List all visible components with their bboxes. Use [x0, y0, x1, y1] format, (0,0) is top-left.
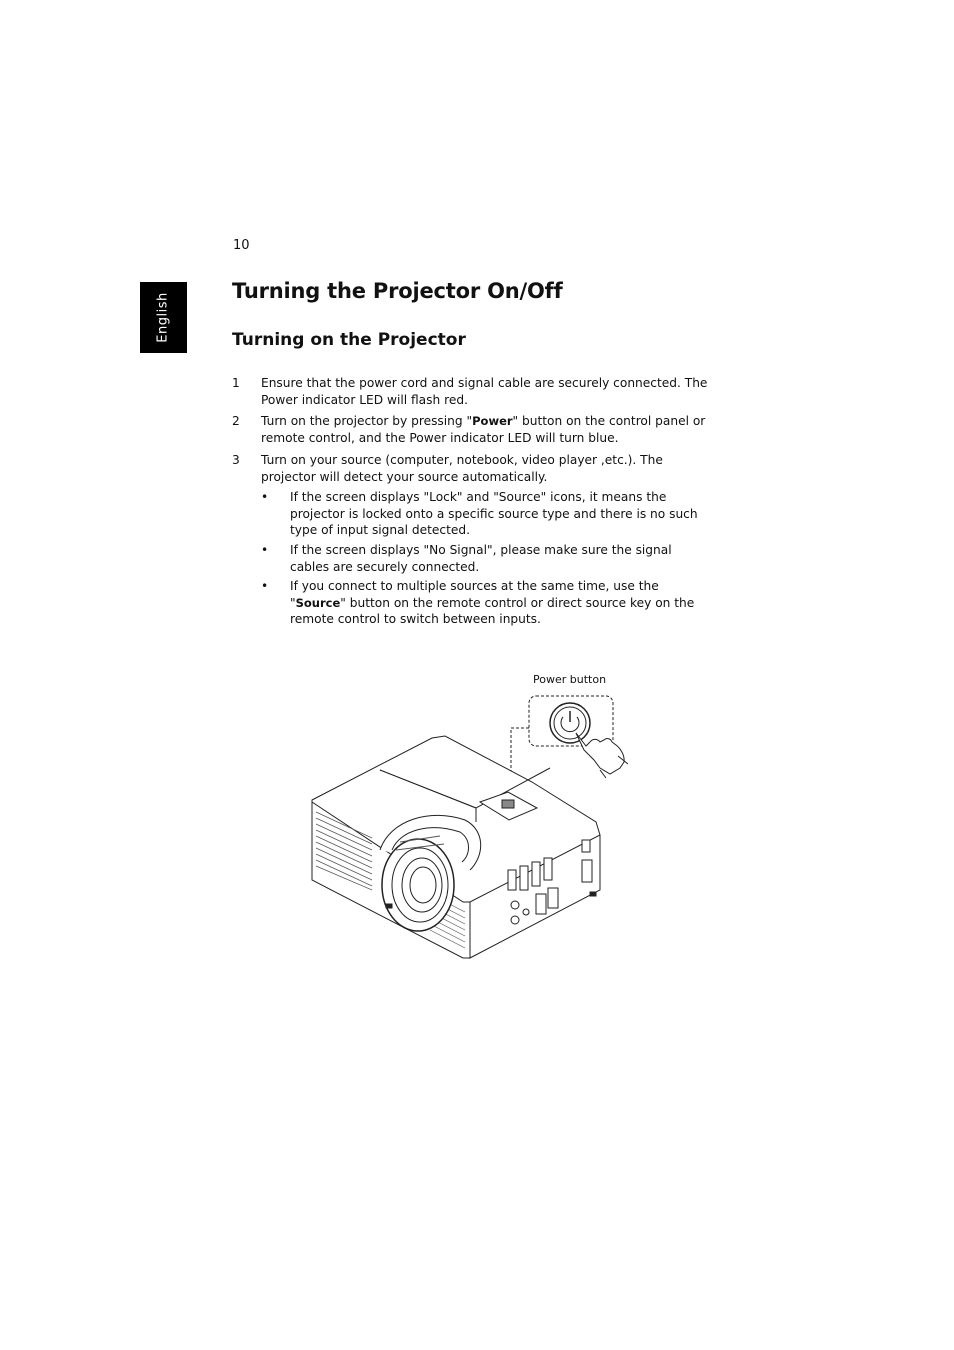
foot — [590, 892, 596, 896]
bullet-symbol: • — [261, 490, 269, 504]
step-text-part: " button on the control panel or remote control, and the Power indicator LED will turn blue. — [261, 414, 706, 445]
power-icon — [550, 703, 590, 743]
step-text-part: Turn on the projector by pressing " — [261, 414, 473, 428]
bullet-text: If the screen displays "Lock" and "Source" icons, it means the projector is locked onto a specific source type and there is no such type of input signal detected. — [290, 490, 698, 537]
foot — [386, 904, 392, 908]
projector-body — [312, 736, 600, 958]
page-number: 10 — [233, 238, 250, 253]
figure-caption: Power button — [533, 673, 607, 686]
step-text — [261, 413, 709, 446]
step-text: Ensure that the power cord and signal cable are securely connected. The Power indicator LED will flash red. — [261, 376, 708, 407]
bullet-text-part: " button on the remote control or direct source key on the remote control to switch between inputs. — [290, 595, 695, 626]
bullet-text-part: If you connect to multiple sources at the same time, use the " — [290, 579, 659, 610]
section-title: Turning on the Projector — [232, 330, 466, 350]
step-number: 2 — [232, 414, 240, 428]
bullet-symbol: • — [261, 543, 269, 557]
step-text: Turn on your source (computer, notebook, video player ,etc.). The projector will detect your source automatically. — [261, 453, 663, 484]
bullet-symbol: • — [261, 579, 269, 593]
bullet-text — [290, 578, 710, 628]
power-keyword: Power — [472, 414, 513, 428]
hand-icon — [576, 733, 624, 774]
language-tab — [140, 282, 187, 353]
step-number: 3 — [232, 453, 240, 467]
source-keyword: Source — [295, 595, 341, 610]
step-number: 1 — [232, 376, 240, 390]
bullet-text: If the screen displays "No Signal", please make sure the signal cables are securely connected. — [290, 543, 672, 574]
projector-illustration — [300, 690, 640, 960]
page-title: Turning the Projector On/Off — [232, 279, 563, 303]
language-tab-label: English — [156, 292, 172, 343]
